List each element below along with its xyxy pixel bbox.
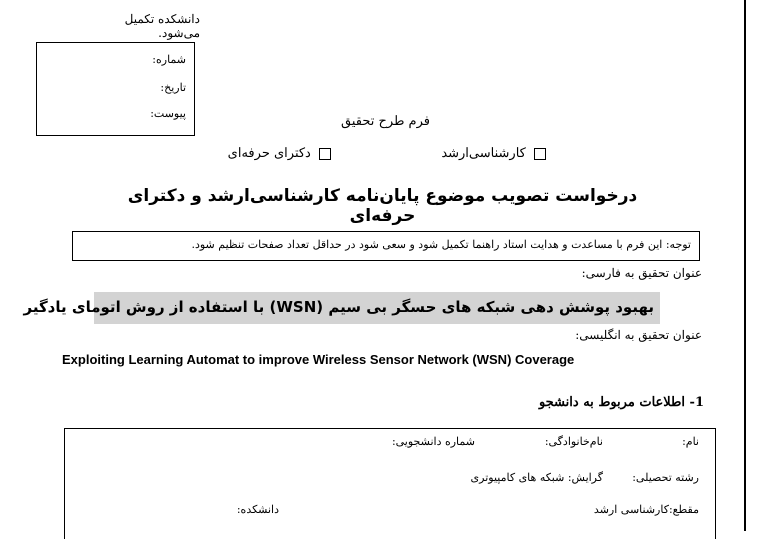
field-label: رشته تحصیلی: <box>632 471 699 484</box>
number-label: شماره: <box>152 53 186 66</box>
phd-checkbox[interactable] <box>319 148 331 160</box>
date-label: تاریخ: <box>160 81 186 94</box>
meta-box <box>36 42 195 136</box>
faculty-label: دانشکده: <box>236 503 279 516</box>
student-no-label: شماره دانشجویی: <box>391 435 475 448</box>
english-title-label: عنوان تحقیق به انگلیسی: <box>575 328 702 342</box>
section1-heading <box>520 395 704 410</box>
note-box <box>72 231 700 261</box>
masters-checkbox[interactable] <box>534 148 546 160</box>
name-label: نام: <box>682 435 699 448</box>
masters-label: کارشناسی‌ارشد <box>441 146 526 161</box>
form-title: فرم طرح تحقیق <box>341 114 430 129</box>
persian-title-label: عنوان تحقیق به فارسی: <box>581 266 702 280</box>
phd-option[interactable] <box>211 146 331 161</box>
persian-title: بهبود پوشش دهی شبکه های حسگر بی سیم (WSN) با استفاده از روش اتومای یادگیر <box>23 298 654 316</box>
page-border-line <box>744 0 746 531</box>
specialization-text: گرایش: شبکه های کامپیوتری <box>470 471 603 484</box>
family-label: نام‌خانوادگی: <box>544 435 603 448</box>
degree-text: مقطع:کارشناسی ارشد <box>593 503 699 516</box>
section1-number: 1- <box>689 395 704 410</box>
phd-label: دکترای حرفه‌ای <box>227 146 311 161</box>
attachment-label: پیوست: <box>150 107 186 120</box>
masters-option[interactable] <box>426 146 546 161</box>
top-instruction-text: دانشکده تکمیل می‌شود. <box>124 12 200 40</box>
main-heading: درخواست تصویب موضوع پایان‌نامه کارشناسی‌ارشد و دکترای حرفه‌ای <box>127 186 638 226</box>
english-title: Exploiting Learning Automat to improve Wireless Sensor Network (WSN) Coverage <box>62 352 575 367</box>
note-text: توجه: این فرم با مساعدت و هدایت استاد راهنما تکمیل شود و سعی شود در حداقل تعداد صفحات تنظیم شود. <box>191 238 691 251</box>
student-info-box <box>64 428 716 539</box>
section1-title: اطلاعات مربوط به دانشجو <box>538 395 686 410</box>
